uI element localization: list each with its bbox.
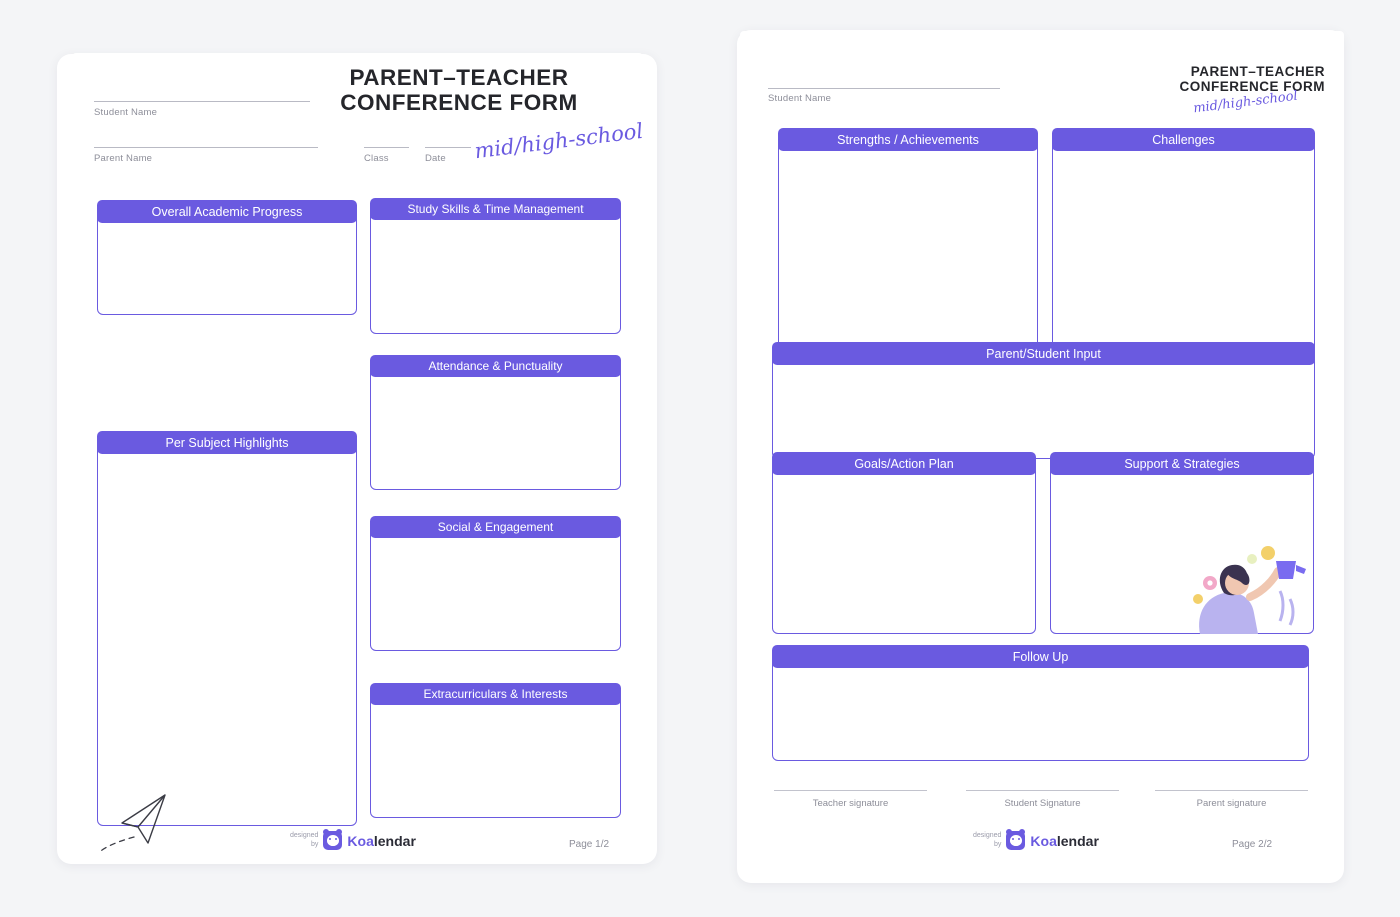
student-signature-label: Student Signature — [1004, 798, 1081, 809]
page-2-script-subtitle: mid/high-school — [1192, 88, 1299, 117]
overall-academic-progress-header — [97, 200, 357, 223]
parent-student-input-field[interactable] — [772, 346, 1315, 459]
date-label: Date — [425, 153, 446, 164]
designed-by-label: designed by — [290, 832, 319, 848]
per-subject-highlights-title: Per Subject Highlights — [165, 435, 289, 450]
class-label: Class — [364, 153, 389, 164]
support-strategies-title: Support & Strategies — [1124, 456, 1240, 471]
script-subtitle: mid/high-school — [473, 118, 645, 164]
page-2-brand-name: Koalendar — [1030, 832, 1099, 849]
date-input[interactable] — [425, 147, 471, 148]
challenges-header — [1052, 128, 1315, 151]
study-skills-title: Study Skills & Time Management — [407, 202, 584, 216]
attendance-punctuality-title: Attendance & Punctuality — [428, 359, 563, 373]
teacher-signature-label: Teacher signature — [812, 798, 889, 809]
student-signature-input[interactable] — [966, 790, 1119, 791]
goals-action-plan-header — [772, 452, 1036, 475]
overall-academic-progress-field[interactable] — [97, 204, 357, 315]
attendance-punctuality-field[interactable] — [370, 359, 621, 490]
study-skills-field[interactable] — [370, 203, 621, 334]
page-1-number: Page 1/2 — [569, 839, 610, 850]
challenges-field[interactable] — [1052, 134, 1315, 355]
parent-signature-label: Parent signature — [1196, 798, 1267, 809]
strengths-achievements-field[interactable] — [778, 134, 1038, 355]
page-2-title-line2: CONFERENCE FORM — [1179, 79, 1325, 95]
page-2-number: Page 2/2 — [1232, 839, 1273, 850]
page-2-student-name-label: Student Name — [768, 93, 832, 104]
student-name-input[interactable] — [94, 101, 310, 102]
challenges-title: Challenges — [1152, 132, 1215, 147]
goals-action-plan-title: Goals/Action Plan — [854, 456, 954, 471]
follow-up-title: Follow Up — [1012, 649, 1069, 664]
page-2-koalendar-logo-icon — [1006, 831, 1025, 850]
form-title-line2: CONFERENCE FORM — [340, 90, 578, 116]
social-engagement-title: Social & Engagement — [437, 520, 554, 534]
study-skills-header — [370, 198, 621, 220]
parent-signature-input[interactable] — [1155, 790, 1308, 791]
parent-student-input-title: Parent/Student Input — [986, 346, 1101, 361]
overall-academic-progress-title: Overall Academic Progress — [151, 204, 303, 219]
person-watering-plant-illustration — [1180, 539, 1314, 634]
extracurriculars-field[interactable] — [370, 687, 621, 818]
social-engagement-header — [370, 516, 621, 538]
page-1-sheet — [72, 53, 643, 864]
extracurriculars-title: Extracurriculars & Interests — [423, 687, 568, 701]
attendance-punctuality-header — [370, 355, 621, 377]
social-engagement-field[interactable] — [370, 520, 621, 651]
paper-plane-doodle — [90, 753, 200, 858]
class-input[interactable] — [364, 147, 409, 148]
page-2-sheet — [740, 31, 1344, 858]
per-subject-highlights-header — [97, 431, 357, 454]
page-title — [334, 65, 584, 115]
form-title-line1: PARENT–TEACHER — [349, 65, 569, 90]
follow-up-header — [772, 645, 1309, 668]
page-1-brand — [290, 831, 416, 850]
goals-action-plan-field[interactable] — [772, 456, 1036, 634]
page-2-student-name-input[interactable] — [768, 88, 1000, 89]
koalendar-logo-icon — [323, 831, 342, 850]
parent-name-label: Parent Name — [94, 153, 153, 164]
page-2-brand — [973, 831, 1099, 850]
strengths-achievements-title: Strengths / Achievements — [837, 132, 979, 147]
student-name-label: Student Name — [94, 107, 158, 118]
brand-name: Koalendar — [347, 832, 416, 849]
page-2-designed-by-label: designed by — [973, 832, 1002, 848]
extracurriculars-header — [370, 683, 621, 705]
parent-student-input-header — [772, 342, 1315, 365]
parent-name-input[interactable] — [94, 147, 318, 148]
strengths-achievements-header — [778, 128, 1038, 151]
page-2-title-line1: PARENT–TEACHER — [1190, 64, 1325, 79]
teacher-signature-input[interactable] — [774, 790, 927, 791]
support-strategies-header — [1050, 452, 1314, 475]
